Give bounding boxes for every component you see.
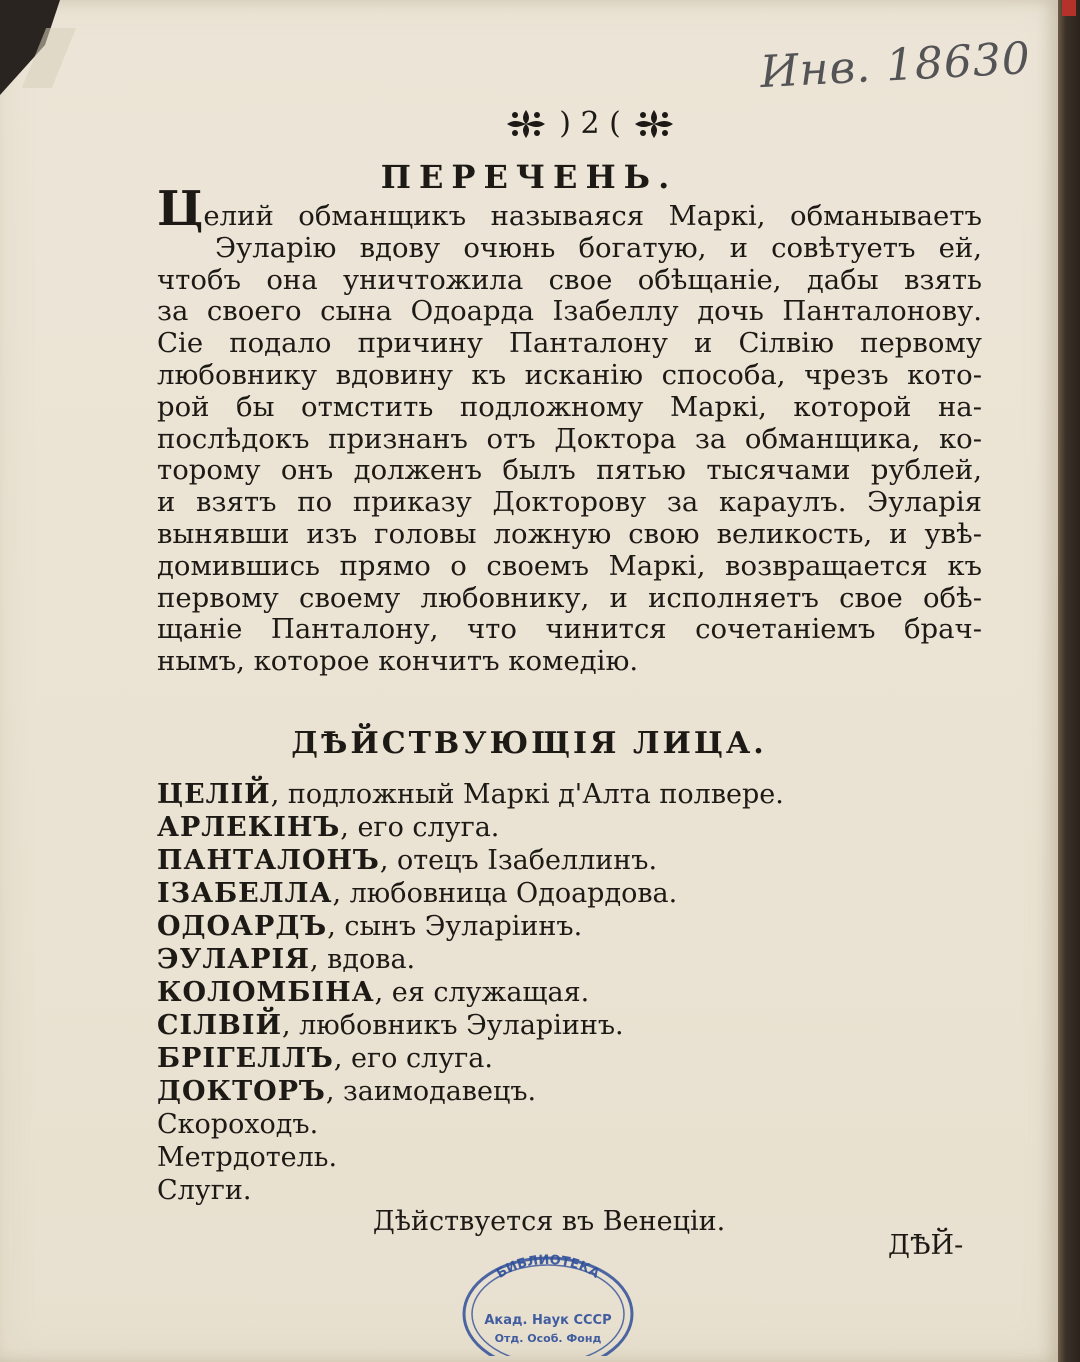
argument-line: щаніе Панталону, что чинится сочетаніемъ брач- bbox=[157, 613, 982, 646]
character-desc: , сынъ Эуларіинъ. bbox=[327, 911, 583, 942]
character-desc: , подложный Маркі д'Алта полвере. bbox=[270, 779, 784, 810]
cast-list bbox=[157, 778, 784, 1207]
catchword: ДѢЙ- bbox=[888, 1230, 964, 1261]
setting-line: Дѣйствуется въ Венеціи. bbox=[372, 1206, 726, 1237]
cast-item bbox=[157, 1108, 784, 1141]
argument-line: Сіе подало причину Панталону и Сілвію первому bbox=[157, 327, 982, 360]
character-name: КОЛОМБІНА bbox=[157, 977, 375, 1008]
character-name: ОДОАРДЪ bbox=[157, 911, 328, 942]
stamp-line-3: Отд. Особ. Фонд bbox=[494, 1332, 602, 1345]
argument-line: рой бы отмстить подложному Маркі, которой на- bbox=[157, 390, 982, 423]
stamp-line-2: Акад. Наук СССР bbox=[484, 1313, 612, 1328]
cast-item bbox=[157, 1174, 784, 1207]
stamp-line-1: БИБЛИОТЕКА bbox=[493, 1252, 603, 1282]
character-desc: , любовникъ Эуларіинъ. bbox=[281, 1010, 624, 1041]
character-name: АРЛЕКІНЪ bbox=[157, 812, 341, 843]
page-header bbox=[470, 102, 710, 146]
argument-line: за своего сына Одоарда Ізабеллу дочь Панталонову. bbox=[157, 295, 982, 328]
character-name: БРІГЕЛЛЪ bbox=[157, 1043, 334, 1074]
binding-marker bbox=[1062, 0, 1076, 16]
argument-line: Эуларію вдову очюнь богатую, и совѣтуетъ ей, bbox=[215, 231, 982, 264]
character-desc: , ея служащая. bbox=[374, 977, 590, 1008]
character-desc: , его слуга. bbox=[333, 1043, 493, 1074]
argument-line: первому своему любовнику, и исполняетъ свое обѣ- bbox=[157, 581, 982, 614]
character-name: ДОКТОРЪ bbox=[157, 1076, 326, 1107]
cast-item bbox=[157, 1141, 784, 1174]
cast-heading: ДѢЙСТВУЮЩІЯ ЛИЦА. bbox=[291, 726, 767, 761]
character-name: ПАНТАЛОНЪ bbox=[157, 845, 380, 876]
argument-line: вынявши изъ головы ложную свою великость, и увѣ- bbox=[157, 517, 982, 550]
argument-line: нымъ, которое кончитъ комедію. bbox=[157, 645, 639, 678]
cast-item bbox=[157, 1075, 784, 1108]
character-desc: Скороходъ. bbox=[157, 1109, 319, 1140]
page-number: ) 2 ( bbox=[559, 106, 621, 141]
argument-line: и взятъ по приказу Докторову за караулъ. Эуларія bbox=[157, 486, 982, 519]
character-name: ЦЕЛІЙ bbox=[157, 779, 271, 810]
argument-line: любовнику вдовину къ исканію способа, чрезъ кото- bbox=[157, 358, 982, 391]
argument-paragraph bbox=[157, 181, 982, 678]
character-desc: , заимодавецъ. bbox=[325, 1076, 537, 1107]
character-desc: , любовница Одоардова. bbox=[332, 878, 678, 909]
cast-item bbox=[157, 1009, 784, 1042]
cast-item bbox=[157, 877, 784, 910]
character-desc: Метрдотель. bbox=[157, 1142, 338, 1173]
right-ornament-icon bbox=[631, 106, 677, 142]
page-title: ПЕРЕЧЕНЬ. bbox=[380, 158, 678, 196]
character-desc: , отецъ Ізабеллинъ. bbox=[379, 845, 658, 876]
character-desc: , вдова. bbox=[310, 944, 416, 975]
character-name: СІЛВІЙ bbox=[157, 1010, 282, 1041]
left-ornament-icon bbox=[503, 106, 549, 142]
drop-capital: Ц bbox=[157, 181, 204, 237]
svg-text:БИБЛИОТЕКА bbox=[494, 1253, 602, 1282]
cast-item bbox=[157, 976, 784, 1009]
book-spine-edge bbox=[1058, 0, 1080, 1362]
cast-item bbox=[157, 844, 784, 877]
cast-item bbox=[157, 811, 784, 844]
argument-line: домившись прямо о своемъ Маркі, возвращается къ bbox=[157, 549, 982, 582]
character-name: ЭУЛАРІЯ bbox=[157, 944, 310, 975]
inventory-number: Инв. 18630 bbox=[758, 32, 1033, 99]
cast-item bbox=[157, 1042, 784, 1075]
character-name: ІЗАБЕЛЛА bbox=[157, 878, 333, 909]
cast-item bbox=[157, 778, 784, 811]
argument-line: послѣдокъ признанъ отъ Доктора за обманщика, ко- bbox=[157, 422, 982, 455]
argument-line: торому онъ долженъ былъ пятью тысячами рублей, bbox=[157, 454, 982, 487]
argument-line: чтобъ она уничтожила свое обѣщаніе, дабы взять bbox=[157, 263, 982, 296]
library-stamp bbox=[460, 1252, 636, 1356]
character-desc: , его слуга. bbox=[340, 812, 500, 843]
cast-item bbox=[157, 943, 784, 976]
cast-item bbox=[157, 910, 784, 943]
character-desc: Слуги. bbox=[157, 1175, 252, 1206]
argument-line: Целий обманщикъ называяся Маркі, обманываетъ bbox=[157, 181, 982, 237]
